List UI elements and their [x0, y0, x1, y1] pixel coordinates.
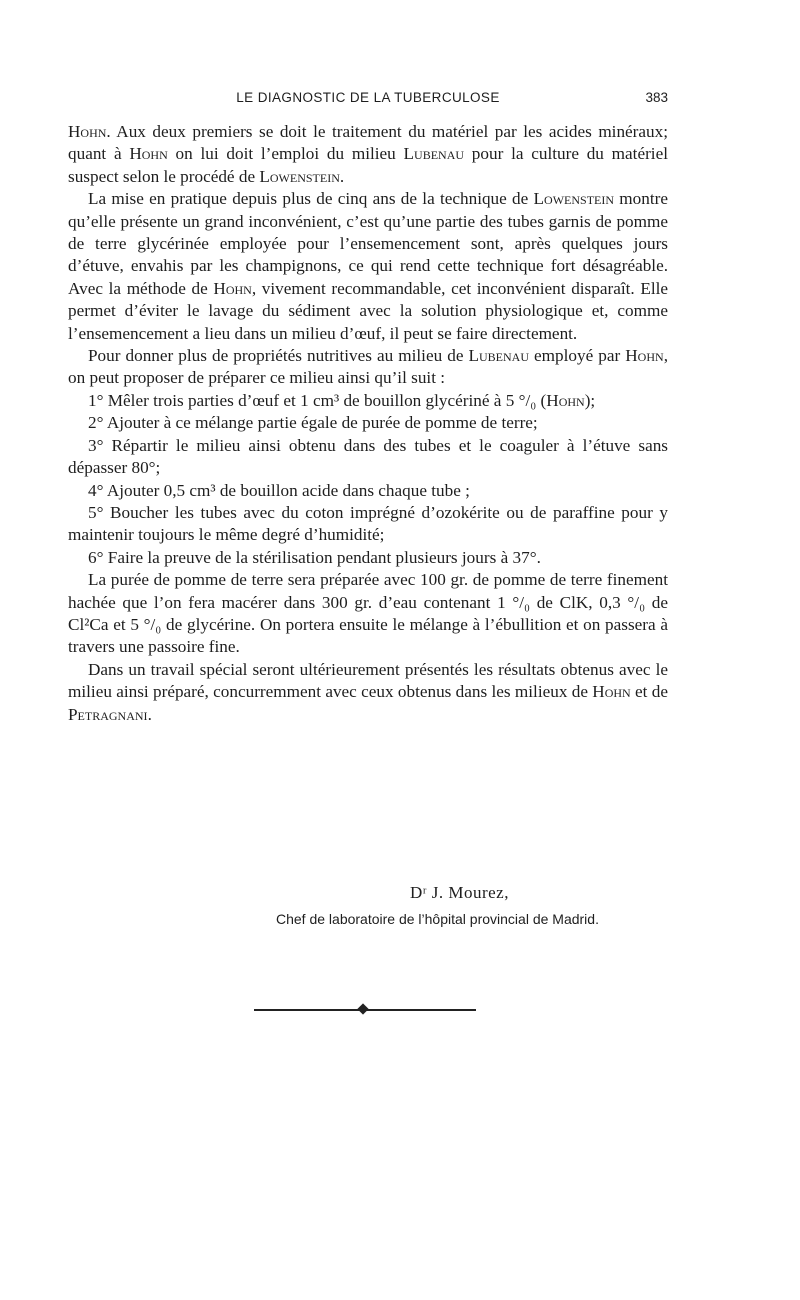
- running-title: LE DIAGNOSTIC DE LA TUBERCULOSE: [236, 90, 500, 105]
- step-1: [68, 390, 668, 412]
- text-run: .: [147, 704, 152, 724]
- author-name: Lubenau: [468, 346, 529, 366]
- text-run: La mise en pratique depuis plus de cinq ans de la technique de: [88, 189, 534, 209]
- author-name: Hohn: [546, 390, 585, 410]
- step-3: 3° Répartir le milieu ainsi obtenu dans des tubes et le coaguler à l’étuve sans dépasser 80°;: [68, 435, 668, 478]
- text-run: , on peut proposer de préparer ce milieu ainsi qu’il suit :: [68, 346, 668, 388]
- page-number: 383: [645, 90, 668, 105]
- step-4: 4° Ajouter 0,5 cm³ de bouillon acide dans chaque tube ;: [88, 480, 470, 500]
- signature-name: Dʳ J. Mourez,: [410, 883, 509, 902]
- author-name: Hohn: [592, 682, 631, 702]
- paragraph-2: [68, 188, 668, 345]
- author-name: Hohn: [129, 144, 168, 164]
- author-name: Lowenstein: [533, 189, 615, 209]
- step-5: 5° Boucher les tubes avec du coton imprégné d’ozokérite ou de paraffine pour y maintenir toujours le même degré d’humidité;: [68, 502, 668, 545]
- paragraph-4: La purée de pomme de terre sera préparée avec 100 gr. de pomme de terre finement hachée que l’on fera macérer dans 300 gr. d’eau contenant 1 °/₀ de ClK, 0,3 °/₀ de Cl²Ca et 5 °/₀ de glycérine. On portera ensuite le mélange à l’ébullition et on passera à travers une passoire fine.: [68, 570, 668, 657]
- text-run: Dans un travail spécial seront ultérieurement présentés les résultats obtenus avec le milieu ainsi préparé, concurremment avec ceux obtenus dans les milieux de: [68, 659, 668, 702]
- paragraph-1: [68, 121, 668, 188]
- step-2: 2° Ajouter à ce mélange partie égale de purée de pomme de terre;: [88, 413, 538, 433]
- author-name: Hohn: [68, 122, 107, 141]
- diamond-ornament-icon: [357, 1003, 368, 1014]
- text-run: );: [584, 390, 596, 410]
- text-run: montre qu’elle présente un grand inconvénient, c’est qu’une partie des tubes garnis de pomme de terre glycérinée employée pour l’ensemencement sont, après quelques jours d’étuve, envahis par les champignons, ce qui rend cette technique fort désagréable. Avec la méthode de: [68, 189, 668, 298]
- text-run: 1° Mêler trois parties d’œuf et 1 cm³ de bouillon glycériné à 5 °/₀ (: [88, 390, 547, 410]
- text-run: on lui doit l’emploi du milieu: [167, 144, 404, 164]
- text-run: .: [339, 166, 345, 186]
- text-run: pour la culture du matériel suspect selon le procédé de: [68, 144, 668, 186]
- author-name: Lowenstein: [259, 166, 340, 186]
- author-name: Hohn: [213, 278, 252, 298]
- section-divider: [254, 1002, 476, 1016]
- signature-affiliation: Chef de laboratoire de l’hôpital provincial de Madrid.: [276, 911, 599, 927]
- text-run: employé par: [529, 346, 626, 366]
- text-run: Pour donner plus de propriétés nutritives au milieu de: [88, 346, 469, 366]
- step-6: 6° Faire la preuve de la stérilisation pendant plusieurs jours à 37°.: [88, 547, 541, 567]
- author-name: Lubenau: [403, 144, 465, 164]
- text-run: et de: [630, 682, 668, 702]
- article-body: [68, 121, 668, 726]
- paragraph-3: [68, 345, 668, 390]
- paragraph-5: [68, 659, 668, 726]
- text-run: . Aux deux premiers se doit le traitement du matériel par les acides minéraux; quant à: [68, 122, 668, 164]
- author-name: Hohn: [625, 346, 664, 366]
- running-header: [68, 88, 668, 112]
- text-run: , vivement recommandable, cet inconvénient disparaît. Elle permet d’éviter le lavage du sédiment avec la solution physiologique et, comme l’ensemencement a lieu dans un milieu d’œuf, il peut se faire directement.: [68, 278, 668, 343]
- author-name: Petragnani: [68, 704, 148, 724]
